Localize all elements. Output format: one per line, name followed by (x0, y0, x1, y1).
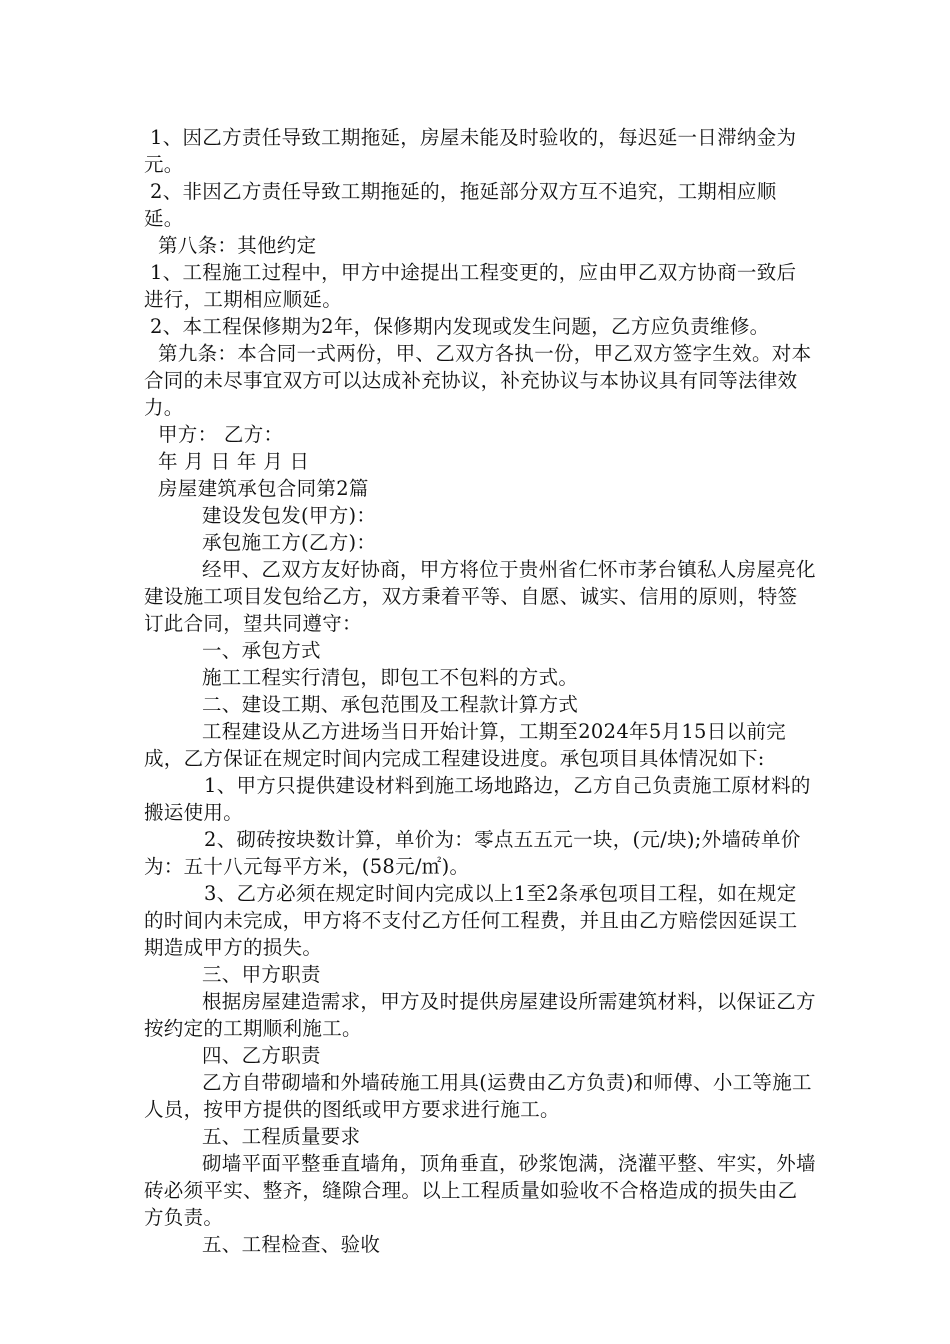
article-8-heading: 第八条：其他约定 (158, 234, 317, 257)
section-5-body: 砌墙平面平整垂直墙角，顶角垂直，砂浆饱满，浇灌平整、牢实，外墙砖必须平实、整齐，缝隙合理。以上工程质量如验收不合格造成的损失由乙方负责。 (144, 1152, 816, 1229)
section-6-heading: 五、工程检查、验收 (202, 1233, 381, 1256)
contract-2-title: 房屋建筑承包合同第2篇 (158, 477, 369, 500)
document-body (144, 124, 816, 1258)
article-9: 第九条：本合同一式两份，甲、乙双方各执一份，甲乙双方签字生效。对本合同的未尽事宜双方可以达成补充协议，补充协议与本协议具有同等法律效力。 (144, 342, 812, 419)
party-a-label: 建设发包发(甲方)： (202, 504, 377, 527)
party-b-label: 承包施工方(乙方)： (202, 531, 377, 554)
section-2-body: 工程建设从乙方进场当日开始计算，工期至2024年5月15日以前完成，乙方保证在规定时间内完成工程建设进度。承包项目具体情况如下: (144, 720, 786, 770)
section-3-heading: 三、甲方职责 (202, 963, 321, 986)
signature-dates: 年 月 日 年 月 日 (158, 450, 310, 473)
section-2-heading: 二、建设工期、承包范围及工程款计算方式 (202, 693, 579, 716)
section-2-item-2: 2、砌砖按块数计算，单价为：零点五五元一块，(元/块);外墙砖单价为：五十八元每平方米，(58元/㎡)。 (144, 828, 801, 878)
section-1-heading: 一、承包方式 (202, 639, 321, 662)
section-5-heading: 五、工程质量要求 (202, 1125, 361, 1148)
clause-change-order: 1、工程施工过程中，甲方中途提出工程变更的，应由甲乙双方协商一致后进行，工期相应顺延。 (144, 261, 797, 311)
clause-delay-non-fault: 2、非因乙方责任导致工期拖延的，拖延部分双方互不追究，工期相应顺延。 (144, 180, 777, 230)
section-4-body: 乙方自带砌墙和外墙砖施工用具(运费由乙方负责)和师傅、小工等施工人员，按甲方提供的图纸或甲方要求进行施工。 (144, 1071, 812, 1121)
section-2-item-3: 3、乙方必须在规定时间内完成以上1至2条承包项目工程，如在规定的时间内未完成，甲方将不支付乙方任何工程费，并且由乙方赔偿因延误工期造成甲方的损失。 (144, 882, 798, 959)
section-2-item-1: 1、甲方只提供建设材料到施工场地路边，乙方自己负责施工原材料的搬运使用。 (144, 774, 811, 824)
section-4-heading: 四、乙方职责 (202, 1044, 321, 1067)
clause-warranty: 2、本工程保修期为2年，保修期内发现或发生问题，乙方应负责维修。 (150, 315, 770, 338)
preamble: 经甲、乙双方友好协商，甲方将位于贵州省仁怀市茅台镇私人房屋亮化建设施工项目发包给乙方，双方秉着平等、自愿、诚实、信用的原则，特签订此合同，望共同遵守： (144, 558, 816, 635)
clause-delay-penalty: 1、因乙方责任导致工期拖延，房屋未能及时验收的，每迟延一日滞纳金为 元。 (144, 126, 797, 176)
section-1-body: 施工工程实行清包，即包工不包料的方式。 (202, 666, 579, 689)
signature-parties: 甲方： 乙方： (158, 423, 284, 446)
section-3-body: 根据房屋建造需求，甲方及时提供房屋建设所需建筑材料，以保证乙方按约定的工期顺利施工。 (144, 990, 816, 1040)
